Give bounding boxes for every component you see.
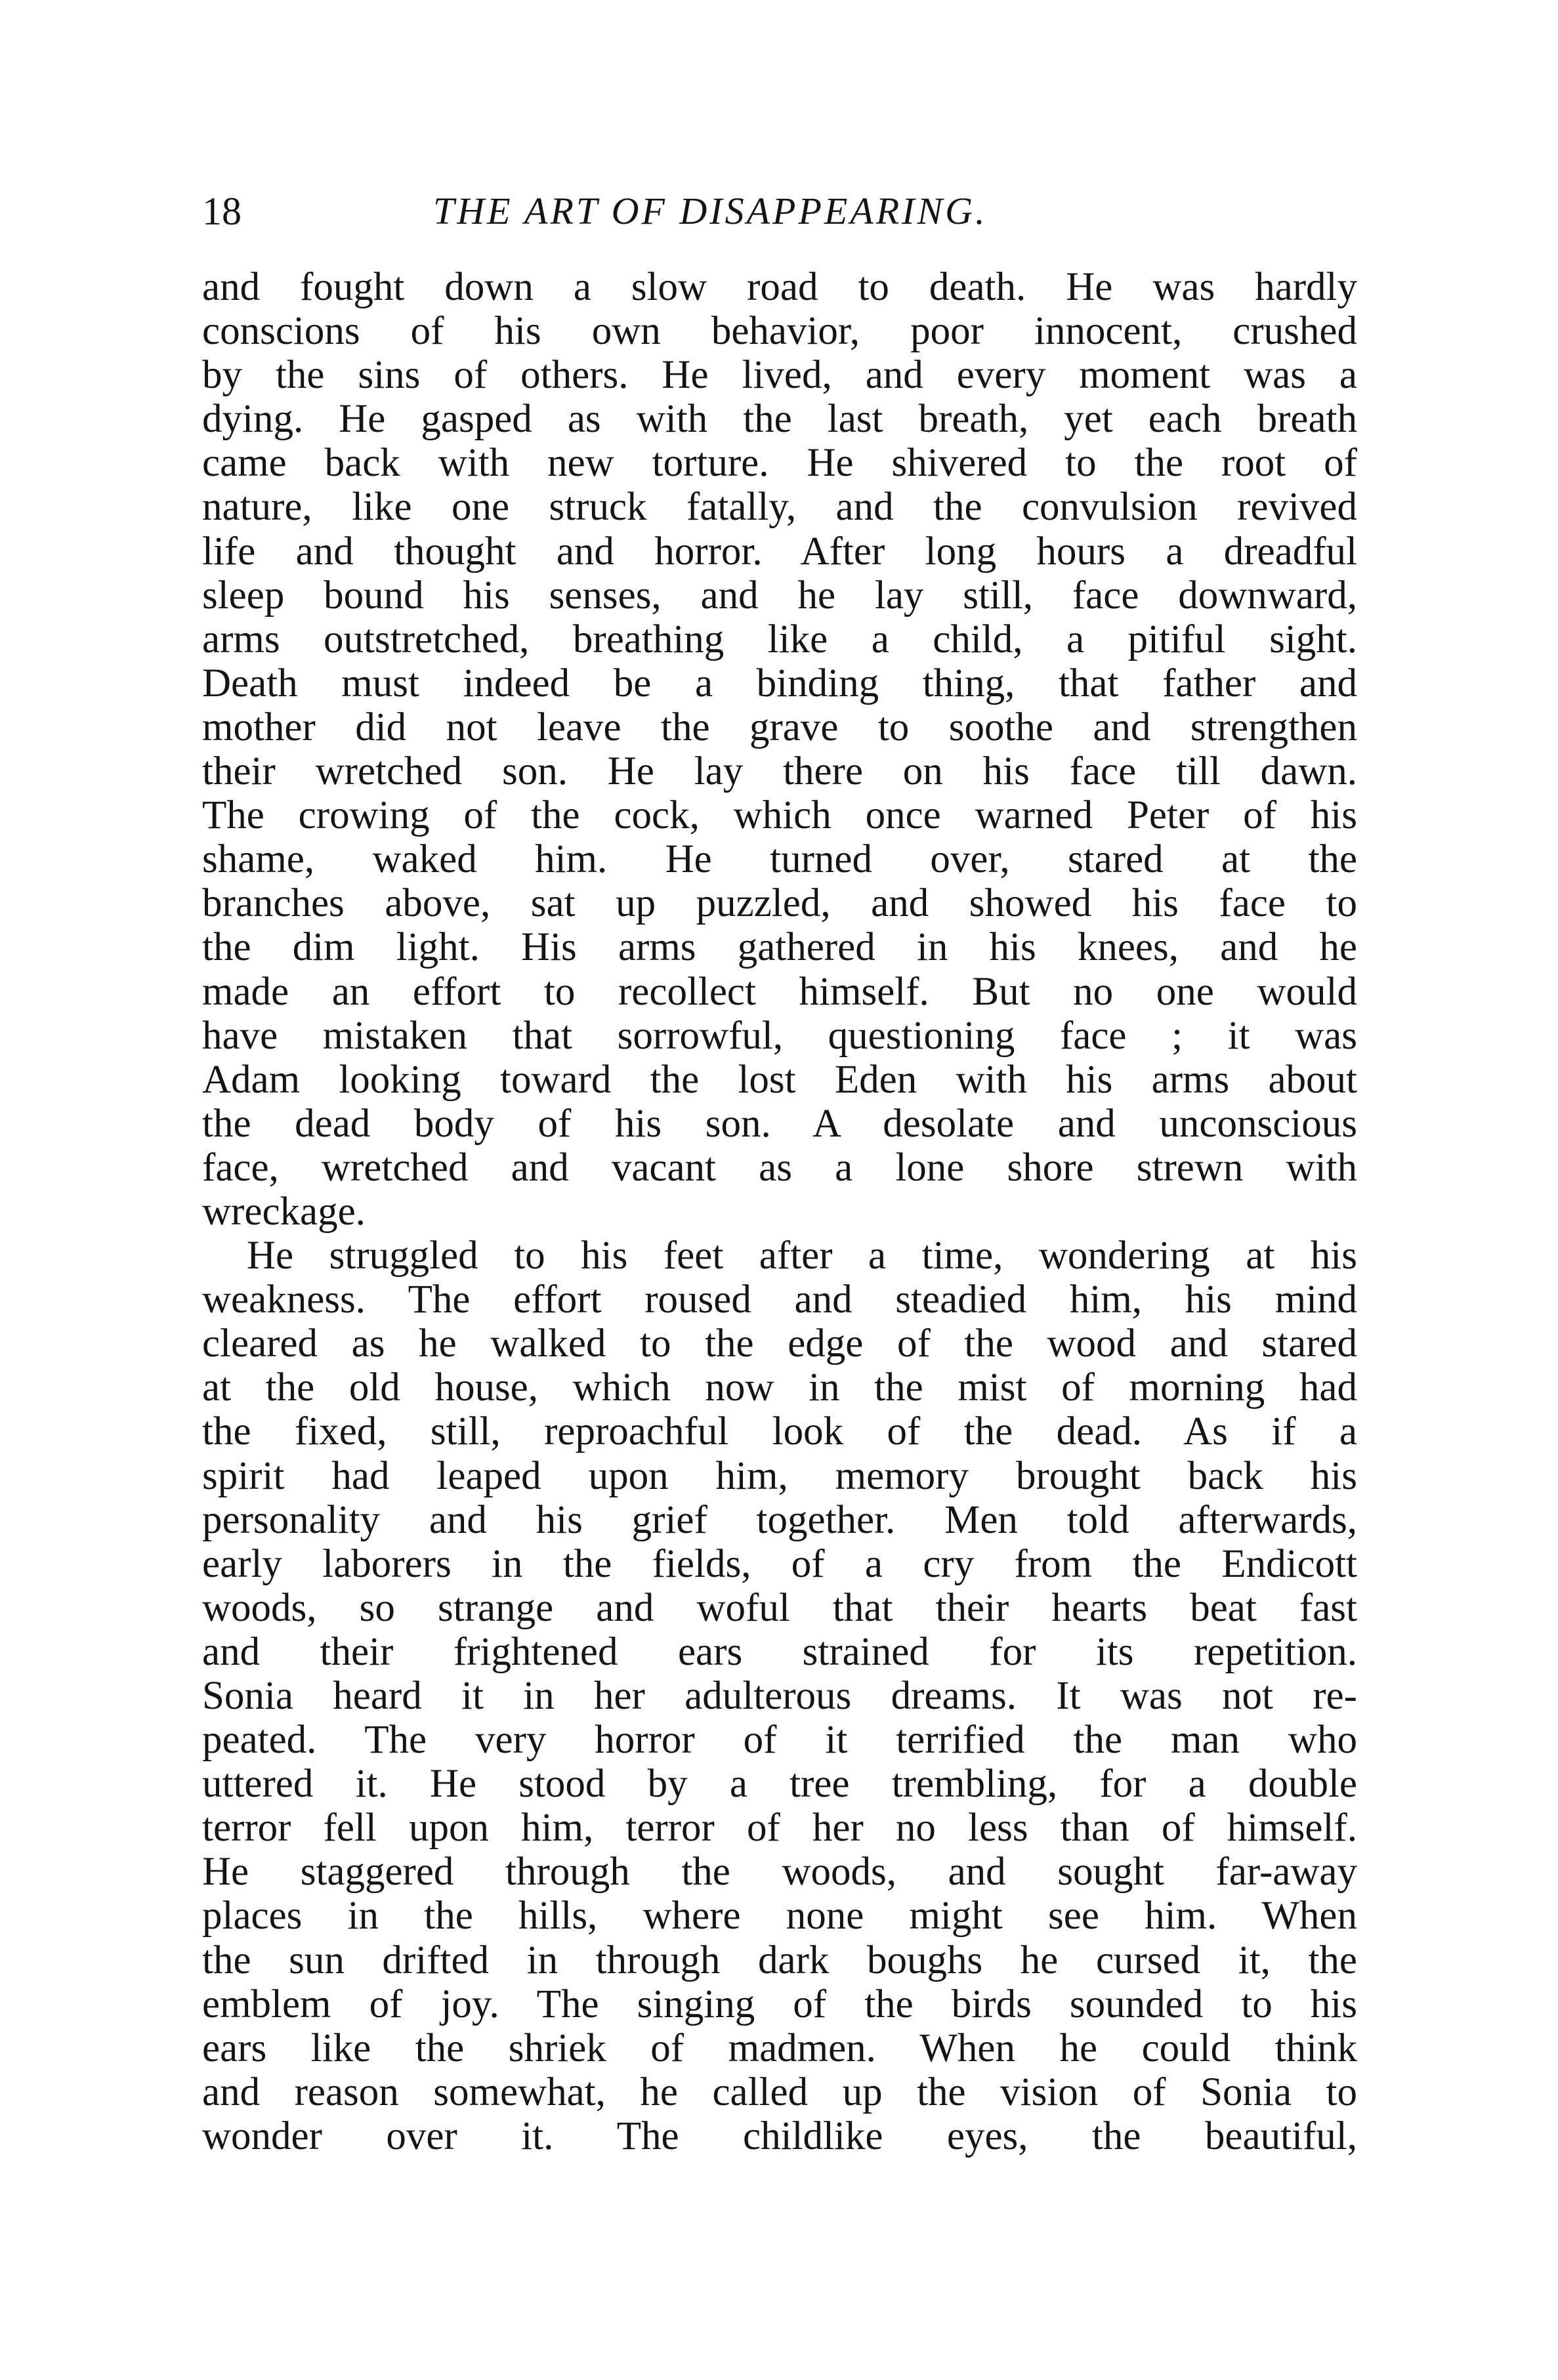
body-text	[202, 265, 1357, 2158]
text-line: Death must indeed be a binding thing, that father and	[202, 661, 1357, 705]
text-line: sleep bound his senses, and he lay still, face downward,	[202, 573, 1357, 617]
text-line: the fixed, still, reproachful look of the dead. As if a	[202, 1409, 1357, 1454]
text-line: arms outstretched, breathing like a child, a pitiful sight.	[202, 617, 1357, 661]
text-line: He struggled to his feet after a time, wondering at his	[247, 1234, 1357, 1278]
text-line: uttered it. He stood by a tree trembling, for a double	[202, 1762, 1357, 1806]
text-line: early laborers in the fields, of a cry from the Endicott	[202, 1541, 1357, 1586]
text-line: and fought down a slow road to death. He was hardly	[202, 265, 1357, 309]
text-line: branches above, sat up puzzled, and showed his face to	[202, 881, 1357, 926]
text-line: face, wretched and vacant as a lone shore strewn with	[202, 1145, 1357, 1190]
text-line: peated. The very horror of it terrified the man who	[202, 1718, 1357, 1763]
text-line: by the sins of others. He lived, and every moment was a	[202, 353, 1357, 398]
text-line: cleared as he walked to the edge of the wood and stared	[202, 1322, 1357, 1366]
text-line: conscions of his own behavior, poor innocent, crushed	[202, 309, 1357, 354]
text-line: The crowing of the cock, which once warned Peter of his	[202, 793, 1357, 838]
running-title: THE ART OF DISAPPEARING.	[433, 190, 988, 232]
text-line: personality and his grief together. Men told afterwards,	[202, 1497, 1357, 1542]
text-line: have mistaken that sorrowful, questioning face ; it was	[202, 1013, 1357, 1058]
text-line: and their frightened ears strained for its repetition.	[202, 1629, 1357, 1674]
text-line: came back with new torture. He shivered to the root of	[202, 441, 1357, 486]
text-line: made an effort to recollect himself. But no one would	[202, 969, 1357, 1014]
text-line: He staggered through the woods, and sought far-away	[202, 1850, 1357, 1894]
running-head	[202, 185, 1357, 238]
text-line: Sonia heard it in her adulterous dreams. It was not re-	[202, 1674, 1357, 1718]
text-line: dying. He gasped as with the last breath, yet each breath	[202, 397, 1357, 442]
text-line: woods, so strange and woful that their hearts beat fast	[202, 1585, 1357, 1630]
text-line: and reason somewhat, he called up the vision of Sonia to	[202, 2070, 1357, 2114]
text-line: at the old house, which now in the mist of morning had	[202, 1366, 1357, 1410]
text-line: Adam looking toward the lost Eden with his arms about	[202, 1057, 1357, 1102]
text-line: the dim light. His arms gathered in his knees, and he	[202, 925, 1357, 970]
text-line: life and thought and horror. After long hours a dreadful	[202, 529, 1357, 574]
text-line: ears like the shriek of madmen. When he could think	[202, 2026, 1357, 2070]
text-line: wreckage.	[202, 1189, 366, 1234]
text-line: nature, like one struck fatally, and the convulsion revived	[202, 485, 1357, 530]
page-number: 18	[202, 190, 242, 233]
text-line: spirit had leaped upon him, memory brought back his	[202, 1453, 1357, 1498]
text-line: shame, waked him. He turned over, stared at the	[202, 837, 1357, 882]
text-line: emblem of joy. The singing of the birds sounded to his	[202, 1982, 1357, 2026]
text-line: places in the hills, where none might see him. When	[202, 1894, 1357, 1938]
text-line: their wretched son. He lay there on his face till dawn.	[202, 749, 1357, 794]
text-line: mother did not leave the grave to soothe and strengthen	[202, 705, 1357, 749]
text-line: weakness. The effort roused and steadied him, his mind	[202, 1278, 1357, 1322]
text-line: the sun drifted in through dark boughs he cursed it, the	[202, 1938, 1357, 1982]
text-line: wonder over it. The childlike eyes, the beautiful,	[202, 2114, 1357, 2158]
text-line: the dead body of his son. A desolate and unconscious	[202, 1101, 1357, 1146]
text-line: terror fell upon him, terror of her no less than of himself.	[202, 1806, 1357, 1850]
